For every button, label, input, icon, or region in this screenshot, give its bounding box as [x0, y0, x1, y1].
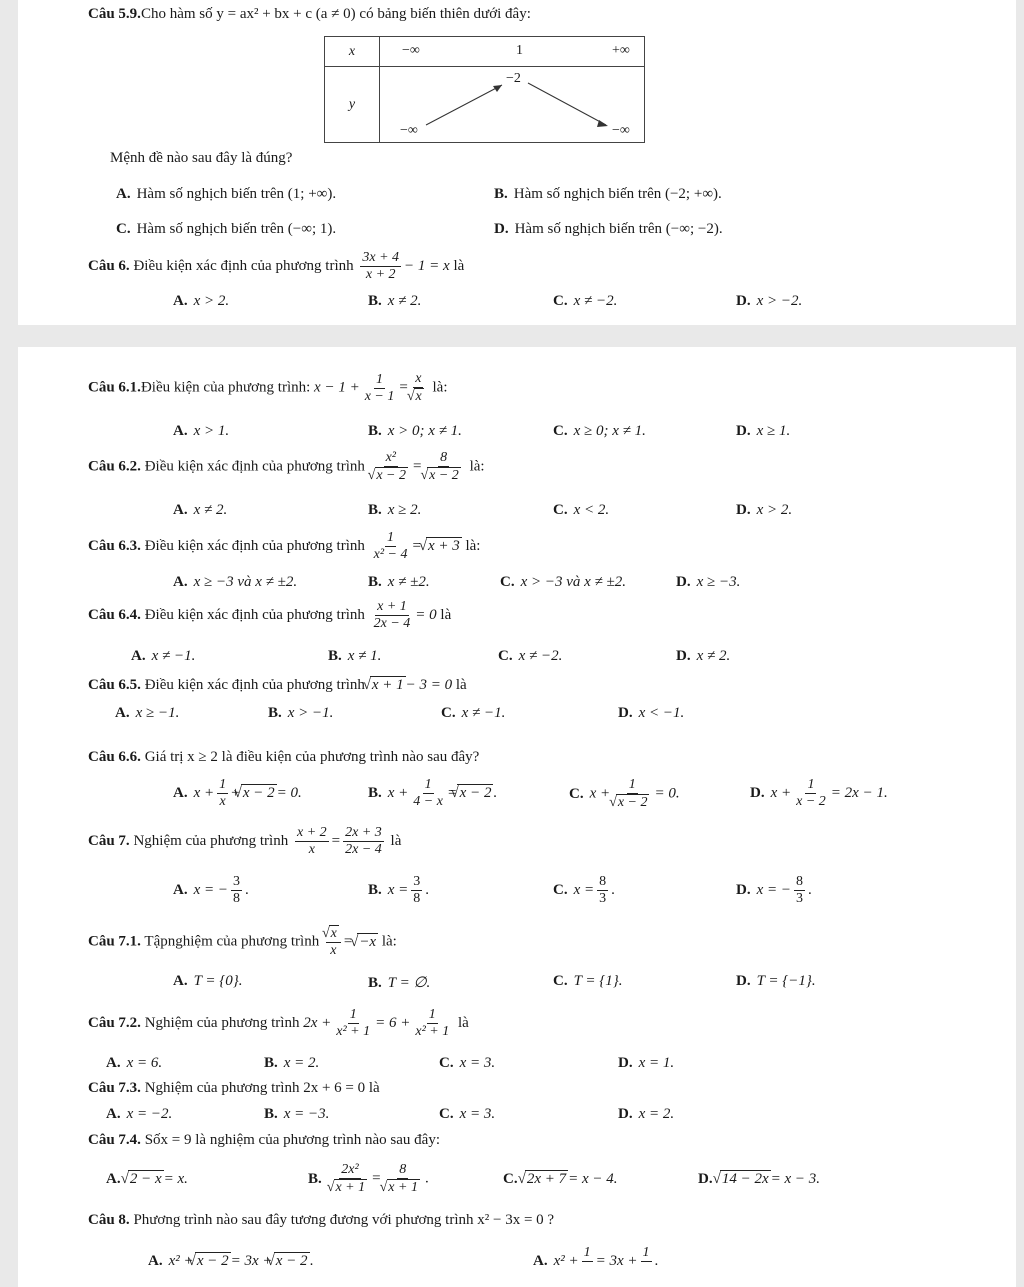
table-x-label: x — [325, 37, 380, 67]
option-c[interactable]: C. x = $\frac{8}{3}$ . — [553, 874, 615, 907]
option-d[interactable]: D. T = {−1}. — [736, 973, 816, 989]
option-b[interactable]: B. 2x² √ x + 1 = 8 √ x + 1 . — [308, 1162, 429, 1196]
option-c[interactable]: C. x ≠ −2. — [553, 293, 618, 309]
option-b[interactable]: B. x ≠ 1. — [328, 648, 382, 664]
option-b[interactable]: B. x = −3. — [264, 1106, 330, 1122]
option-a[interactable]: A. Hàm số nghịch biến trên (1; +∞). — [116, 186, 337, 202]
option-b[interactable]: B. x = 2. — [264, 1055, 320, 1071]
table-x2: 1 — [516, 43, 523, 58]
question-6-3: Câu 6.3. Điều kiện xác định của phương trình $\frac{1}{\text{x² − 4}}$ = √ x + 3 là: — [88, 530, 480, 563]
table-y-row — [380, 67, 645, 143]
option-a[interactable]: A. x² +√ x − 2 = 3x +√ x − 2 . — [148, 1252, 313, 1270]
table-y-top: −2 — [506, 71, 521, 86]
table-x1: −∞ — [402, 43, 420, 58]
option-a[interactable]: A. x = 6. — [106, 1055, 163, 1071]
option-c[interactable]: C. Hàm số nghịch biến trên (−∞; 1). — [116, 221, 337, 237]
option-a[interactable]: A. T = {0}. — [173, 973, 243, 989]
option-a-2[interactable]: A. x² + 1 = 3x + 1 . — [533, 1245, 659, 1270]
option-a[interactable]: A. x > 1. — [173, 423, 230, 439]
option-c[interactable]: C. x < 2. — [553, 502, 610, 518]
option-b[interactable]: B. x > 0; x ≠ 1. — [368, 423, 462, 439]
option-b[interactable]: B. x ≥ 2. — [368, 502, 422, 518]
question-7-3: Câu 7.3. Nghiệm của phương trình 2x + 6 = 0 là — [88, 1080, 380, 1096]
option-a[interactable]: A. x > 2. — [173, 293, 230, 309]
option-d[interactable]: D. x ≥ 1. — [736, 423, 791, 439]
question-8: Câu 8. Phương trình nào sau đây tương đương với phương trình x² − 3x = 0 ? — [88, 1212, 555, 1228]
option-c[interactable]: C. x ≠ −2. — [498, 648, 563, 664]
option-d[interactable]: D. x = 1. — [618, 1055, 675, 1071]
option-b[interactable]: B. x = $\frac{3}{8}$ . — [368, 874, 430, 907]
variation-table — [324, 36, 645, 143]
option-c[interactable]: C. x + 1 √ x − 2 = 0. — [569, 777, 680, 811]
question-7-1: Câu 7.1. Tậpnghiệm của phương trình √ $\frac{x}{x}$ = √ −x là: — [88, 925, 397, 959]
option-b[interactable]: B. x + $\frac{1}{4 - x}$ =√ x − 2 . — [368, 777, 497, 810]
option-d[interactable]: D. x = − $\frac{8}{3}$ . — [736, 874, 812, 907]
question-7-4: Câu 7.4. Sốx = 9 là nghiệm của phương trình nào sau đây: — [88, 1132, 440, 1148]
option-c[interactable]: C.√ 2x + 7 = x − 4. — [503, 1170, 618, 1188]
option-d[interactable]: D. x + $\frac{1}{x - 2}$ = 2x − 1. — [750, 777, 888, 810]
option-d[interactable]: D. x ≥ −3. — [676, 574, 741, 590]
option-a[interactable]: A. x ≠ −1. — [131, 648, 196, 664]
option-b[interactable]: B. Hàm số nghịch biến trên (−2; +∞). — [494, 186, 722, 202]
question-title: Câu 5.9. — [88, 6, 141, 22]
option-d[interactable]: D. Hàm số nghịch biến trên (−∞; −2). — [494, 221, 723, 237]
option-d[interactable]: D. x > 2. — [736, 502, 793, 518]
question-prompt: Mệnh đề nào sau đây là đúng? — [110, 150, 293, 166]
question-6-1: Câu 6.1.Điều kiện của phương trình: x − 1 + $\frac{1}{x - 1}$ = x √ x là: — [88, 371, 448, 405]
option-d[interactable]: D. x = 2. — [618, 1106, 675, 1122]
option-a[interactable]: A.√ 2 − x = x. — [106, 1170, 188, 1188]
question-7-2: Câu 7.2. Nghiệm của phương trình 2x + $\frac{1}{\text{x² + 1}}$ = 6 + $\frac{1}{\text{x² + 1}}$ là — [88, 1007, 469, 1040]
question-7: Câu 7. Nghiệm của phương trình $\frac{x + 2}{x}$ = $\frac{2x + 3}{2x - 4}$ là — [88, 825, 402, 858]
option-a[interactable]: A. x ≥ −1. — [115, 705, 180, 721]
option-a[interactable]: A. x = − $\frac{3}{8}$ . — [173, 874, 249, 907]
option-c[interactable]: C. x > −3 và x ≠ ±2. — [500, 574, 627, 590]
question-5-9 — [88, 6, 531, 23]
option-b[interactable]: B. x ≠ 2. — [368, 293, 422, 309]
option-b[interactable]: B. x > −1. — [268, 705, 334, 721]
question-6-2: Câu 6.2. Điều kiện xác định của phương trình x² √ x − 2 = 8 √ x − 2 là: — [88, 450, 485, 484]
option-b[interactable]: B. T = ∅. — [368, 975, 431, 991]
option-c[interactable]: C. T = {1}. — [553, 973, 623, 989]
table-y-label: y — [325, 67, 380, 143]
question-6-6: Câu 6.6. Giá trị x ≥ 2 là điều kiện của phương trình nào sau đây? — [88, 749, 480, 765]
question-6-5: Câu 6.5. Điều kiện xác định của phương trình √ x + 1 − 3 = 0 là — [88, 676, 467, 694]
option-d[interactable]: D. x > −2. — [736, 293, 803, 309]
option-a[interactable]: A. x = −2. — [106, 1106, 173, 1122]
option-b[interactable]: B. x ≠ ±2. — [368, 574, 430, 590]
option-c[interactable]: C. x ≥ 0; x ≠ 1. — [553, 423, 646, 439]
question-text: Cho hàm số y = ax² + bx + c (a ≠ 0) có bảng biến thiên dưới đây: — [140, 6, 531, 22]
table-y-right: −∞ — [612, 123, 630, 138]
option-a[interactable]: A. x ≥ −3 và x ≠ ±2. — [173, 574, 298, 590]
page-bottom — [18, 347, 1016, 1287]
variation-arrows — [380, 67, 644, 143]
option-a[interactable]: A. x + $\frac{1}{x}$ +√ x − 2 = 0. — [173, 777, 302, 810]
question-6-4: Câu 6.4. Điều kiện xác định của phương trình $\frac{x + 1}{2x - 4}$ = 0 là — [88, 599, 452, 632]
option-c[interactable]: C. x ≠ −1. — [441, 705, 506, 721]
option-c[interactable]: C. x = 3. — [439, 1106, 496, 1122]
option-d[interactable]: D. x < −1. — [618, 705, 685, 721]
table-y-left: −∞ — [400, 123, 418, 138]
question-6: Câu 6. Điều kiện xác định của phương trình $\frac{3x + 4}{x + 2}$ − 1 = x là — [88, 250, 465, 283]
option-d[interactable]: D. x ≠ 2. — [676, 648, 731, 664]
page-top — [18, 0, 1016, 325]
option-a[interactable]: A. x ≠ 2. — [173, 502, 228, 518]
option-c[interactable]: C. x = 3. — [439, 1055, 496, 1071]
table-x3: +∞ — [612, 43, 630, 58]
option-d[interactable]: D.√ 14 − 2x = x − 3. — [698, 1170, 820, 1188]
